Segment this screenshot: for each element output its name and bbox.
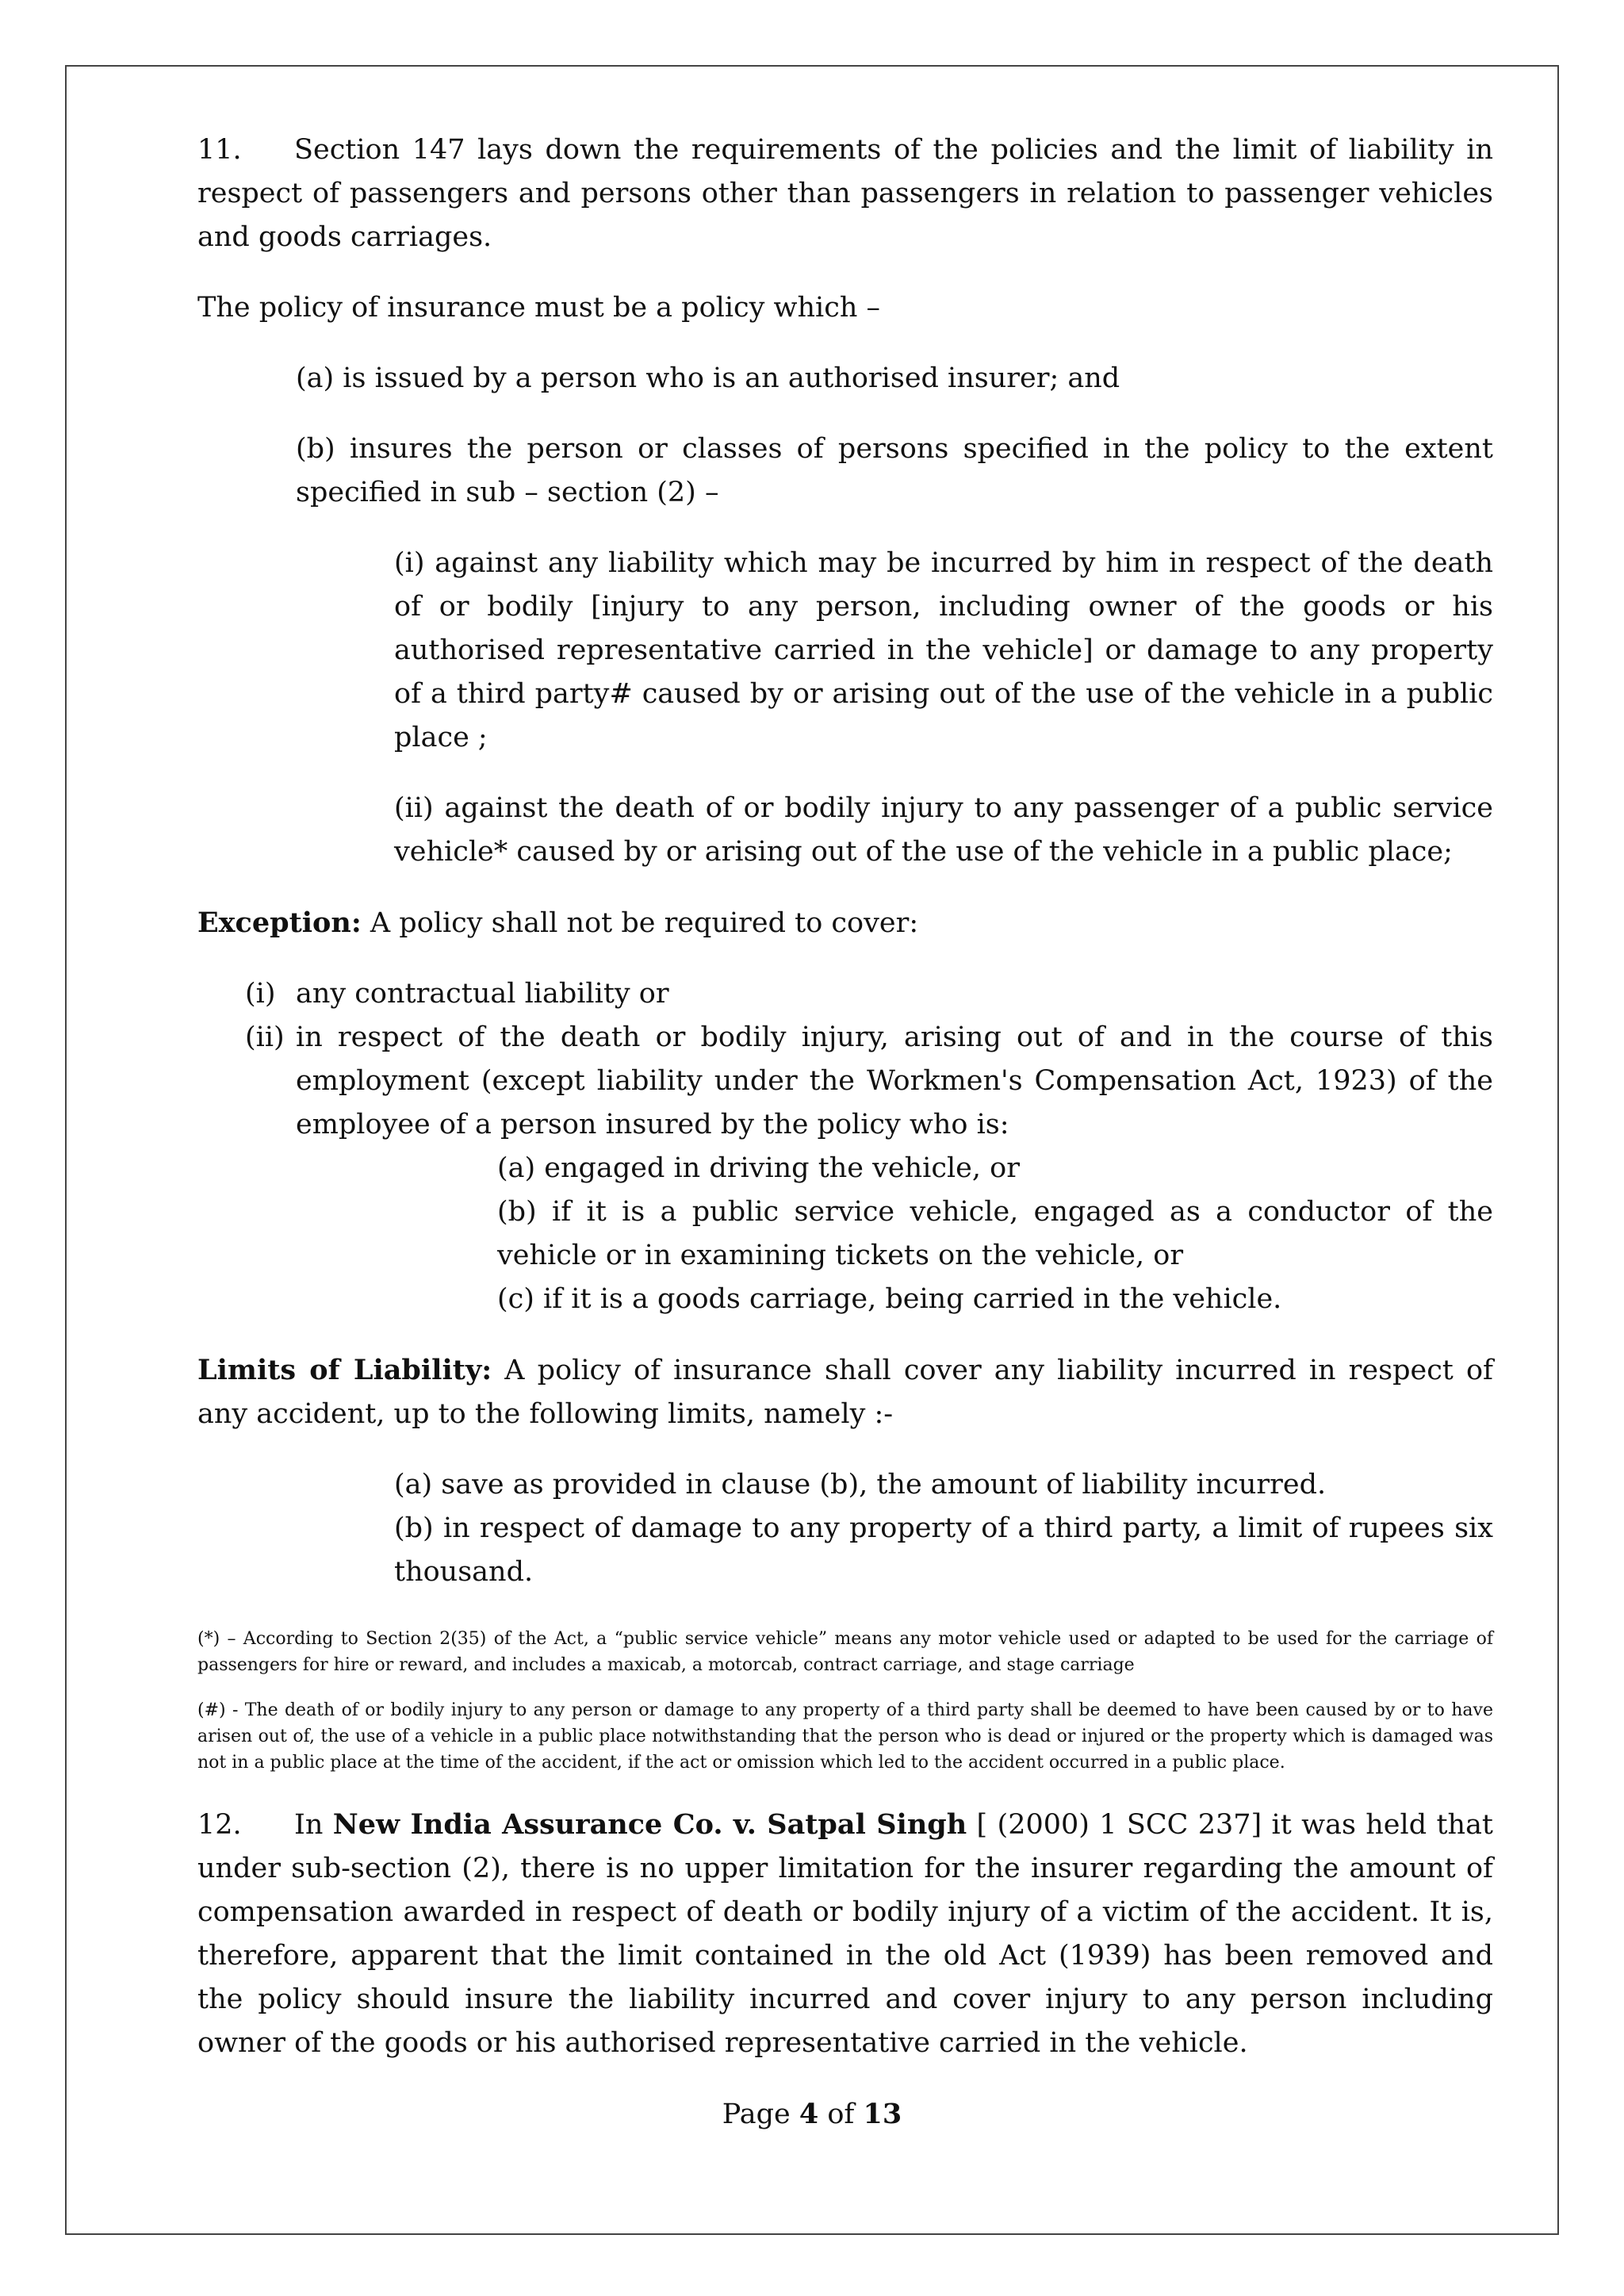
limits-heading bbox=[197, 1348, 1493, 1436]
page-prefix: Page bbox=[722, 2099, 799, 2130]
list-item bbox=[197, 1016, 1493, 1147]
paragraph-11 bbox=[197, 128, 1493, 259]
exception-heading bbox=[197, 901, 1493, 945]
paragraph-text: Section 147 lays down the requirements of the policies and the limit of liability in respect of passengers and persons other than passengers in relation to passenger vehicles and goods carriages. bbox=[197, 134, 1493, 253]
exception-label: Exception: bbox=[197, 907, 362, 939]
page-current: 4 bbox=[799, 2098, 819, 2130]
case-name: New India Assurance Co. v. Satpal Singh bbox=[332, 1808, 967, 1841]
list-item-text: any contractual liability or bbox=[296, 978, 669, 1010]
clause-b-ii: (ii) against the death of or bodily injury to any passenger of a public service vehicle* caused by or arising out of the use of the vehicle in a public place; bbox=[394, 792, 1493, 868]
clause-a: (a) is issued by a person who is an authorised insurer; and bbox=[296, 362, 1120, 394]
exception-sub-item: (a) engaged in driving the vehicle, or bbox=[497, 1152, 1020, 1184]
clause-b: (b) insures the person or classes of persons specified in the policy to the extent specified in sub – section (2) – bbox=[296, 433, 1493, 508]
page-total: 13 bbox=[863, 2098, 902, 2130]
exception-list bbox=[197, 972, 1493, 1321]
list-item bbox=[197, 972, 1493, 1016]
footnote-public-service-vehicle: (*) – According to Section 2(35) of the Act, a “public service vehicle” means any motor vehicle used or adapted to be used for the carriage of passengers for hire or reward, and includes a maxicab, a motorcab, contract carriage, and stage carriage bbox=[197, 1629, 1493, 1675]
page-middle: of bbox=[818, 2099, 864, 2130]
clause-b-i: (i) against any liability which may be incurred by him in respect of the death of or bodily [injury to any person, including owner of the goods or his authorised representative carried in the vehicle] or damage to any property of a third party# caused by or arising out of the use of the vehicle in a public place ; bbox=[394, 547, 1493, 753]
list-item-label: (i) bbox=[245, 978, 276, 1010]
limits-item: (a) save as provided in clause (b), the amount of liability incurred. bbox=[394, 1469, 1327, 1501]
paragraph-text: [ (2000) 1 SCC 237] it was held that under sub-section (2), there is no upper limitation for the insurer regarding the amount of compensation awarded in respect of death or bodily injury of a victim of the accident. It is, therefore, apparent that the limit contained in the old Act (1939) has been removed and the policy should insure the liability incurred and cover injury to any person including owner of the goods or his authorised representative carried in the vehicle. bbox=[197, 1809, 1493, 2059]
exception-sub-item: (c) if it is a goods carriage, being carried in the vehicle. bbox=[497, 1283, 1282, 1315]
limits-item: (b) in respect of damage to any property of a third party, a limit of rupees six thousand. bbox=[394, 1512, 1493, 1588]
list-item-text: in respect of the death or bodily injury, arising out of and in the course of this employment (except liability under the Workmen's Compensation Act, 1923) of the employee of a person insured by the policy who is: bbox=[296, 1022, 1493, 1140]
footnote-third-party: (#) - The death of or bodily injury to any person or damage to any property of a third party shall be deemed to have been caused by or to have arisen out of, the use of a vehicle in a public place notwithstanding that the person who is dead or injured or the property which is damaged was not in a public place at the time of the accident, if the act or omission which led to the accident occurred in a public place. bbox=[197, 1700, 1493, 1773]
list-item-label: (ii) bbox=[245, 1022, 285, 1053]
exception-sub-item: (b) if it is a public service vehicle, engaged as a conductor of the vehicle or in examining tickets on the vehicle, or bbox=[497, 1196, 1493, 1271]
exception-text: A policy shall not be required to cover: bbox=[361, 907, 919, 939]
paragraph-number: 12. bbox=[197, 1809, 242, 1841]
paragraph-number: 11. bbox=[197, 134, 242, 166]
page-number bbox=[0, 2092, 1624, 2137]
limits-text: A policy of insurance shall cover any liability incurred in respect of any accident, up to the following limits, namely :- bbox=[197, 1355, 1493, 1430]
document-body bbox=[197, 128, 1493, 2065]
policy-intro: The policy of insurance must be a policy which – bbox=[197, 292, 881, 324]
limits-list bbox=[197, 1463, 1493, 1594]
limits-label: Limits of Liability: bbox=[197, 1354, 492, 1386]
paragraph-12 bbox=[197, 1803, 1493, 2065]
paragraph-pre: In bbox=[294, 1809, 333, 1841]
